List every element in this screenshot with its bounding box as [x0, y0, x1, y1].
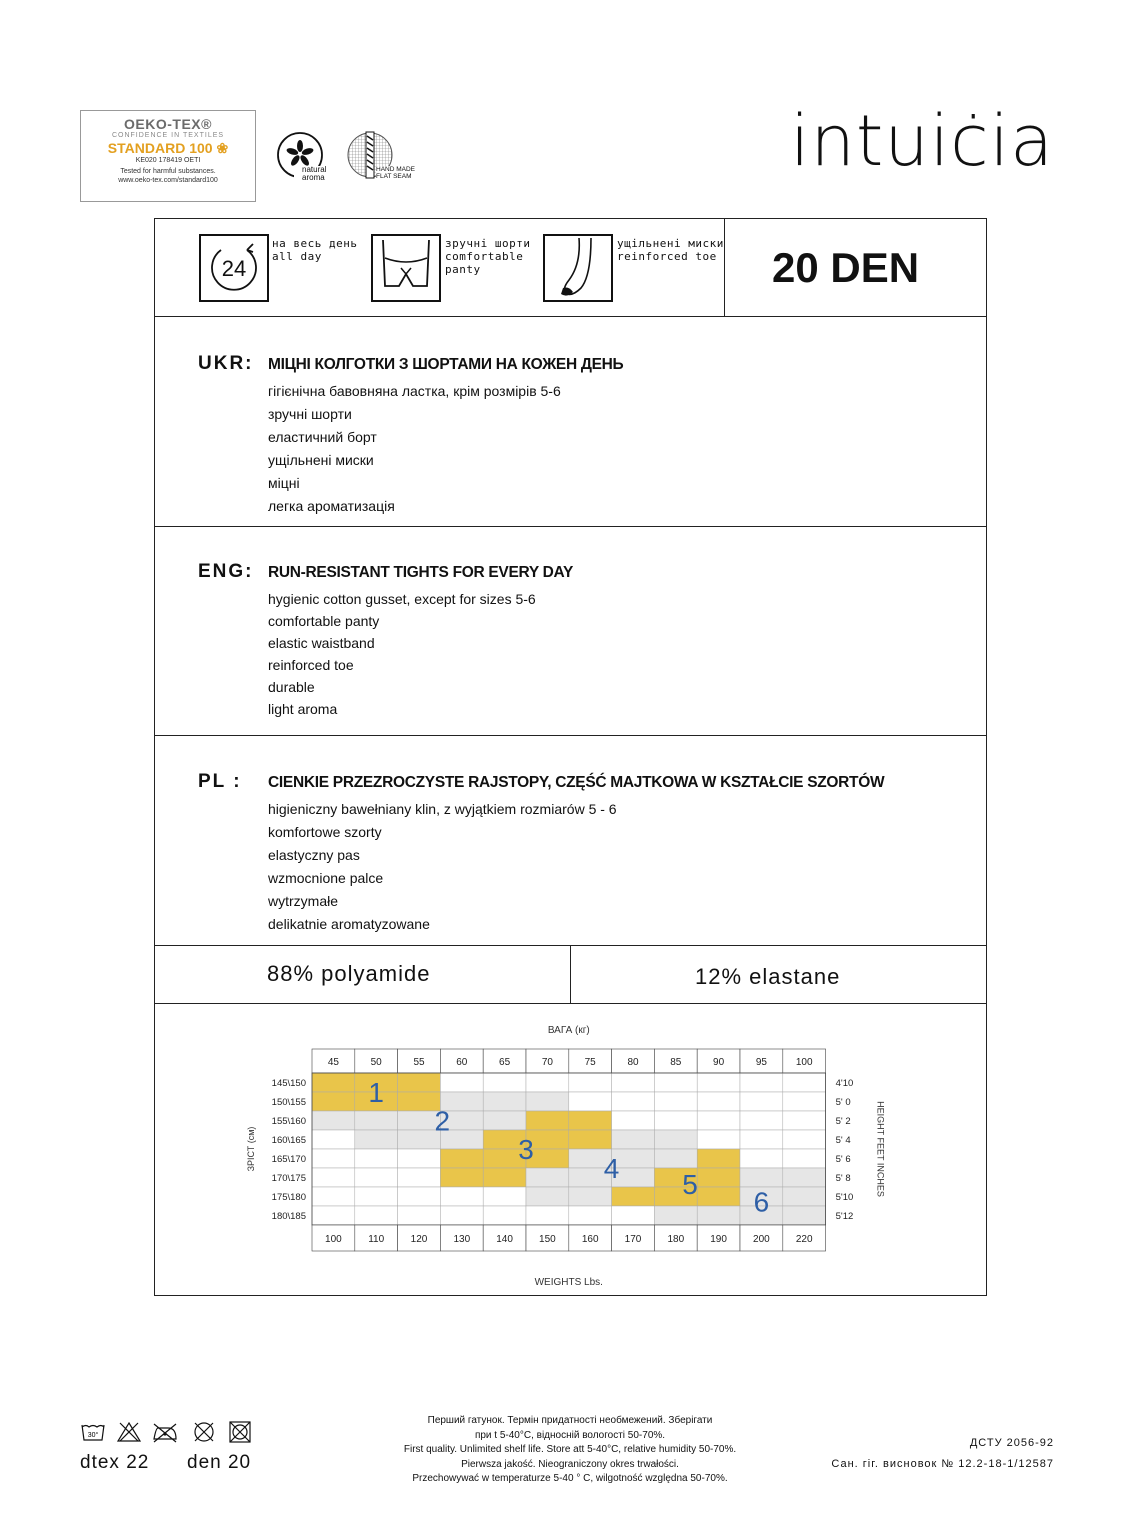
den-label: den 20	[187, 1452, 252, 1473]
height-ft-label: 5'12	[835, 1211, 854, 1222]
size-cell	[612, 1130, 655, 1149]
size-cell	[697, 1092, 740, 1111]
weight-kg-label: 55	[413, 1057, 425, 1068]
size-cell	[783, 1073, 826, 1092]
size-cell	[654, 1130, 697, 1149]
size-cell	[312, 1130, 355, 1149]
height-ft-label: 5' 6	[835, 1154, 851, 1165]
size-cell	[783, 1206, 826, 1225]
oeko-note: Tested for harmful substances. www.oeko-tex.com/standard100	[118, 168, 218, 184]
size-cell	[440, 1206, 483, 1225]
size-cell	[526, 1168, 569, 1187]
weight-kg-label: 60	[456, 1057, 468, 1068]
height-cm-label: 150\155	[271, 1097, 306, 1108]
list-item: wytrzymałe	[268, 893, 339, 909]
size-label: 3	[518, 1134, 534, 1165]
size-cell	[612, 1206, 655, 1225]
size-cell	[569, 1130, 612, 1149]
size-cell	[697, 1149, 740, 1168]
size-cell	[440, 1187, 483, 1206]
size-cell	[740, 1130, 783, 1149]
size-cell	[569, 1111, 612, 1130]
list-item: зручні шорти	[268, 406, 352, 422]
oeko-standard: STANDARD 100 ❀	[107, 140, 229, 156]
height-ft-label: 5' 8	[835, 1173, 851, 1184]
size-cell	[312, 1187, 355, 1206]
section-pl-title: CIENKIE PRZEZROCZYSTE RAJSTOPY, CZĘŚĆ MAJTKOWA W KSZTAŁCIE SZORTÓW	[268, 774, 885, 791]
list-item: comfortable panty	[268, 613, 380, 629]
size-cell	[697, 1111, 740, 1130]
weight-kg-label: 65	[499, 1057, 511, 1068]
list-item: hygienic cotton gusset, except for sizes 5-6	[268, 591, 536, 607]
height-ft-label: 5' 2	[835, 1116, 851, 1127]
weight-lbs-label: 200	[753, 1234, 770, 1245]
flat-seam-badge	[346, 130, 436, 184]
size-label: 1	[368, 1077, 384, 1108]
list-item: komfortowe szorty	[268, 824, 382, 840]
size-cell	[483, 1092, 526, 1111]
weight-lbs-label: 170	[624, 1234, 642, 1245]
size-label: 5	[682, 1168, 698, 1200]
size-label: 2	[434, 1105, 451, 1137]
section-ukr-code: UKR:	[198, 353, 254, 374]
height-cm-label: 165\170	[271, 1154, 306, 1165]
list-item: wzmocnione palce	[268, 870, 384, 886]
shorts-icon	[373, 236, 439, 300]
size-cell	[654, 1111, 697, 1130]
size-cell	[440, 1149, 483, 1168]
oeko-title: OEKO-TEX®	[124, 116, 212, 132]
size-cell	[312, 1206, 355, 1225]
weight-kg-label: 45	[327, 1057, 339, 1068]
list-item: міцні	[268, 475, 300, 491]
weight-kg-label: 75	[584, 1057, 596, 1068]
size-cell	[398, 1168, 441, 1187]
section-eng-list	[268, 588, 536, 720]
footer-line: Pierwsza jakość. Nieograniczony okres trwałości.	[461, 1458, 679, 1470]
size-cell	[697, 1130, 740, 1149]
weight-lbs-label: 130	[453, 1234, 471, 1245]
size-cell	[569, 1206, 612, 1225]
size-cell	[312, 1168, 355, 1187]
size-cell	[440, 1168, 483, 1187]
size-cell	[355, 1187, 398, 1206]
size-cell	[355, 1206, 398, 1225]
weight-lbs-label: 140	[496, 1234, 513, 1245]
weight-lbs-label: 220	[795, 1234, 813, 1245]
weight-lbs-label: 190	[710, 1234, 727, 1245]
size-cell	[398, 1187, 441, 1206]
weight-kg-label: 80	[627, 1057, 639, 1068]
size-cell	[569, 1073, 612, 1092]
size-cell	[355, 1149, 398, 1168]
footer-line: при t 5-40°C, відносній вологості 50-70%.	[474, 1429, 666, 1441]
size-cell	[483, 1073, 526, 1092]
size-cell	[697, 1206, 740, 1225]
size-cell	[783, 1111, 826, 1130]
size-cell	[740, 1111, 783, 1130]
size-cell	[483, 1111, 526, 1130]
size-cell	[312, 1092, 355, 1111]
feature-toe	[543, 234, 613, 302]
size-cell	[697, 1073, 740, 1092]
size-cell	[612, 1187, 655, 1206]
size-cell	[398, 1149, 441, 1168]
storage-info	[340, 1414, 800, 1487]
size-cell	[740, 1149, 783, 1168]
weight-kg-label: 85	[670, 1057, 682, 1068]
chart-right-label: HEIGHT FEET INCHES	[875, 1101, 886, 1197]
size-cell	[526, 1206, 569, 1225]
no-dryclean-icon	[195, 1423, 213, 1441]
weight-lbs-label: 110	[368, 1234, 385, 1245]
size-cell	[526, 1111, 569, 1130]
height-cm-label: 180\185	[271, 1211, 306, 1222]
size-cell	[312, 1111, 355, 1130]
size-cell	[440, 1073, 483, 1092]
toe-icon	[545, 236, 611, 300]
height-cm-label: 160\165	[271, 1135, 306, 1146]
list-item: durable	[268, 679, 315, 695]
list-item: reinforced toe	[268, 657, 354, 673]
divider	[155, 735, 986, 736]
section-ukr-title: МІЦНІ КОЛГОТКИ З ШОРТАМИ НА КОЖЕН ДЕНЬ	[268, 356, 624, 373]
height-ft-label: 5' 4	[835, 1135, 851, 1146]
composition-elastane: 12% elastane	[695, 964, 841, 989]
feature-24h-label: на весь день all day	[272, 237, 358, 263]
height-cm-label: 170\175	[271, 1173, 306, 1184]
size-cell	[312, 1149, 355, 1168]
weight-kg-label: 100	[795, 1057, 813, 1068]
height-ft-label: 4'10	[835, 1078, 854, 1089]
chart-bottom-label: WEIGHTS Lbs.	[534, 1277, 603, 1288]
size-cell	[783, 1092, 826, 1111]
composition-polyamide: 88% polyamide	[267, 961, 431, 986]
oeko-subtitle: CONFIDENCE IN TEXTILES	[111, 132, 225, 139]
size-cell	[783, 1187, 826, 1206]
size-cell	[740, 1168, 783, 1187]
size-cell	[526, 1073, 569, 1092]
weight-lbs-label: 100	[325, 1234, 342, 1245]
clock-24-text: 24	[221, 256, 247, 281]
list-item: elastic waistband	[268, 635, 375, 651]
divider	[724, 219, 725, 316]
list-item: еластичний борт	[268, 429, 377, 445]
list-item: elastyczny pas	[268, 847, 360, 863]
size-label: 4	[603, 1153, 620, 1184]
size-cell	[740, 1092, 783, 1111]
divider	[155, 526, 986, 527]
size-cell	[398, 1206, 441, 1225]
feature-shorts-label: зручні шорти comfortable panty	[445, 237, 531, 276]
height-cm-label: 155\160	[271, 1116, 306, 1127]
size-cell	[569, 1092, 612, 1111]
no-tumble-dry-icon	[230, 1422, 250, 1442]
brand-logo: intuiċia	[790, 100, 1054, 182]
height-ft-label: 5' 0	[835, 1097, 851, 1108]
size-cell	[355, 1111, 398, 1130]
chart-left-label: ЗРІСТ (см)	[246, 1126, 256, 1172]
size-cell	[697, 1168, 740, 1187]
size-cell	[612, 1092, 655, 1111]
den-rating: 20 DEN	[772, 244, 920, 291]
section-ukr-list	[268, 380, 561, 518]
list-item: higieniczny bawełniany klin, z wyjątkiem rozmiarów 5 - 6	[268, 801, 617, 817]
list-item: delikatnie aromatyzowane	[268, 916, 430, 932]
size-cell	[355, 1130, 398, 1149]
oeko-tex-badge	[80, 110, 256, 202]
section-pl-code: PL :	[198, 771, 242, 792]
list-item: light aroma	[268, 701, 338, 717]
size-cell	[526, 1187, 569, 1206]
size-cell	[612, 1111, 655, 1130]
size-cell	[355, 1168, 398, 1187]
list-item: легка ароматизація	[268, 498, 395, 514]
feature-shorts	[371, 234, 441, 302]
iron-low-icon	[154, 1424, 176, 1442]
footer-line: Перший гатунок. Термін придатності необмежений. Зберігати	[427, 1415, 713, 1426]
weight-lbs-label: 120	[410, 1234, 428, 1245]
list-item: гігієнічна бавовняна ластка, крім розмірів 5-6	[268, 383, 561, 399]
divider	[155, 316, 986, 317]
size-cell	[612, 1073, 655, 1092]
certificate-label: Сан. гіг. висновок № 12.2-18-1/12587	[831, 1458, 1054, 1470]
weight-lbs-label: 180	[667, 1234, 685, 1245]
weight-kg-label: 95	[755, 1057, 767, 1068]
weight-lbs-label: 160	[581, 1234, 599, 1245]
wash-temp: 30°	[87, 1432, 99, 1439]
weight-kg-label: 50	[370, 1057, 382, 1068]
size-cell	[526, 1092, 569, 1111]
flower-icon: ❀	[216, 140, 229, 156]
size-cell	[654, 1206, 697, 1225]
size-cell	[783, 1130, 826, 1149]
footer-line: First quality. Unlimited shelf life. Store att 5-40°C, relative humidity 50-70%.	[403, 1444, 737, 1455]
size-label: 6	[753, 1186, 770, 1218]
list-item: ущільнені миски	[268, 452, 374, 468]
divider	[570, 945, 571, 1003]
dstu-label: ДСТУ 2056-92	[969, 1437, 1054, 1449]
weight-lbs-label: 150	[539, 1234, 556, 1245]
height-ft-label: 5'10	[835, 1192, 854, 1203]
seam-label: HAND MADE FLAT SEAM	[376, 166, 416, 180]
size-cell	[783, 1168, 826, 1187]
height-cm-label: 175\180	[271, 1192, 306, 1203]
size-cell	[697, 1187, 740, 1206]
section-eng-title: RUN-RESISTANT TIGHTS FOR EVERY DAY	[268, 564, 573, 581]
size-cell	[483, 1168, 526, 1187]
footer-line: Przechowywać w temperaturze 5-40 ° C, wilgotność względna 50-70%.	[412, 1473, 728, 1484]
dtex-label: dtex 22	[80, 1452, 150, 1473]
size-chart	[155, 1003, 985, 1295]
height-cm-label: 145\150	[271, 1078, 306, 1089]
size-cell	[654, 1149, 697, 1168]
chart-title: ВАГА (кг)	[547, 1025, 590, 1036]
weight-kg-label: 70	[541, 1057, 553, 1068]
natural-aroma-badge	[276, 130, 326, 184]
size-cell	[569, 1187, 612, 1206]
feature-toe-label: ущільнені миски reinforced toe	[617, 237, 724, 263]
size-cell	[654, 1073, 697, 1092]
section-eng-code: ENG:	[198, 561, 254, 582]
size-cell	[398, 1073, 441, 1092]
oeko-code: KE020 178419 OETI	[135, 157, 201, 164]
size-cell	[483, 1187, 526, 1206]
product-info-frame	[154, 218, 987, 1296]
section-pl-list	[268, 798, 617, 936]
size-cell	[783, 1149, 826, 1168]
weight-kg-label: 90	[713, 1057, 725, 1068]
size-cell	[312, 1073, 355, 1092]
feature-24h	[199, 234, 269, 302]
size-cell	[740, 1073, 783, 1092]
no-bleach-icon	[118, 1423, 140, 1441]
aroma-label: natural aroma	[302, 165, 327, 182]
care-symbols	[80, 1420, 260, 1449]
size-cell	[483, 1206, 526, 1225]
size-cell	[654, 1092, 697, 1111]
